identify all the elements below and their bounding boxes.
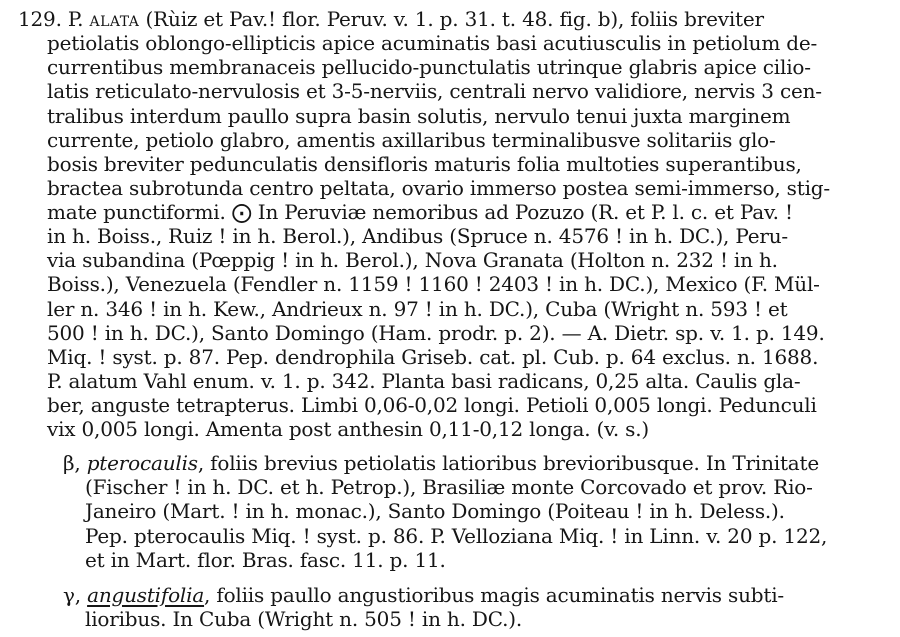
- entry-line-16: P. alatum Vahl enum. v. 1. p. 342. Planta basi radicans, 0,25 alta. Caulis gla-: [47, 368, 801, 393]
- entry-line-7: bosis breviter pedunculatis densifloris maturis folia multoties superantibus,: [47, 151, 802, 176]
- entry-line-6: currente, petiolo glabro, amentis axillaribus terminalibusve solitariis glo-: [47, 127, 776, 152]
- entry-line-14: 500 ! in h. DC.), Santo Domingo (Ham. prodr. p. 2). — A. Dietr. sp. v. 1. p. 149.: [47, 320, 825, 345]
- entry-line-15: Miq. ! syst. p. 87. Pep. dendrophila Griseb. cat. pl. Cub. p. 64 exclus. n. 1688.: [47, 344, 819, 369]
- entry-line-4: latis reticulato-nervulosis et 3-5-nerviis, centrali nervo validiore, nervis 3 cen-: [47, 79, 822, 104]
- entry-line-11: via subandina (Pœppig ! in h. Berol.), Nova Granata (Holton n. 232 ! in h.: [47, 248, 778, 273]
- entry-number: 129.: [18, 7, 62, 31]
- beta-line-4: Pep. pterocaulis Miq. ! syst. p. 86. P. Velloziana Miq. ! in Linn. v. 20 p. 122,: [85, 523, 828, 548]
- entry-line-5: tralibus interdum paullo supra basin solutis, nervulo tenui juxta marginem: [47, 103, 791, 128]
- entry-line-12: Boiss.), Venezuela (Fendler n. 1159 ! 1160 ! 2403 ! in h. DC.), Mexico (F. Mül-: [47, 272, 820, 297]
- entry-line-8: bractea subrotunda centro peltata, ovario immerso postea semi-immerso, stig-: [47, 175, 830, 200]
- entry-line-18: vix 0,005 longi. Amenta post anthesin 0,11-0,12 longa. (v. s.): [47, 417, 649, 442]
- beta-line-2: (Fischer ! in h. DC. et h. Petrop.), Brasiliæ monte Corcovado et prov. Rio-: [85, 475, 813, 500]
- entry-genus: P.: [67, 7, 84, 31]
- beta-text: , foliis brevius petiolatis latioribus brevioribusque. In Trinitate: [197, 451, 819, 476]
- entry-line-2: petiolatis oblongo-ellipticis apice acuminatis basi acutiusculis in petiolum de-: [47, 31, 818, 56]
- gamma-marker: γ,: [63, 582, 81, 607]
- entry-line-3: currentibus membranaceis pellucido-punctulatis utrinque glabris apice cilio-: [47, 55, 811, 80]
- gamma-name: angustifolia: [87, 582, 205, 607]
- beta-line-1: [63, 450, 819, 476]
- beta-name: pterocaulis: [86, 451, 198, 476]
- gamma-text: , foliis paullo angustioribus magis acuminatis nervis subti-: [204, 582, 784, 607]
- entry-text: (Rùiz et Pav.! flor. Peruv. v. 1. p. 31. t. 48. fig. b), foliis breviter: [139, 7, 764, 31]
- entry-line-9: mate punctiformi. ⨀ In Peruviæ nemoribus ad Pozuzo (R. et P. l. c. et Pav. !: [47, 200, 793, 225]
- gamma-line-2: lioribus. In Cuba (Wright n. 505 ! in h. DC.).: [85, 606, 523, 631]
- entry-line-17: ber, anguste tetrapterus. Limbi 0,06-0,02 longi. Petioli 0,005 longi. Pedunculi: [47, 393, 817, 418]
- entry-line-10: in h. Boiss., Ruiz ! in h. Berol.), Andibus (Spruce n. 4576 ! in h. DC.), Peru-: [47, 224, 788, 249]
- beta-marker: β,: [63, 451, 81, 476]
- entry-line-13: ler n. 346 ! in h. Kew., Andrieux n. 97 ! in h. DC.), Cuba (Wright n. 593 ! et: [47, 296, 788, 321]
- beta-line-5: et in Mart. flor. Bras. fasc. 11. p. 11.: [85, 547, 446, 572]
- entry-species: ALATA: [89, 14, 140, 30]
- gamma-line-1: [63, 582, 784, 608]
- beta-line-3: Janeiro (Mart. ! in h. monac.), Santo Domingo (Poiteau ! in h. Deless.).: [85, 499, 785, 524]
